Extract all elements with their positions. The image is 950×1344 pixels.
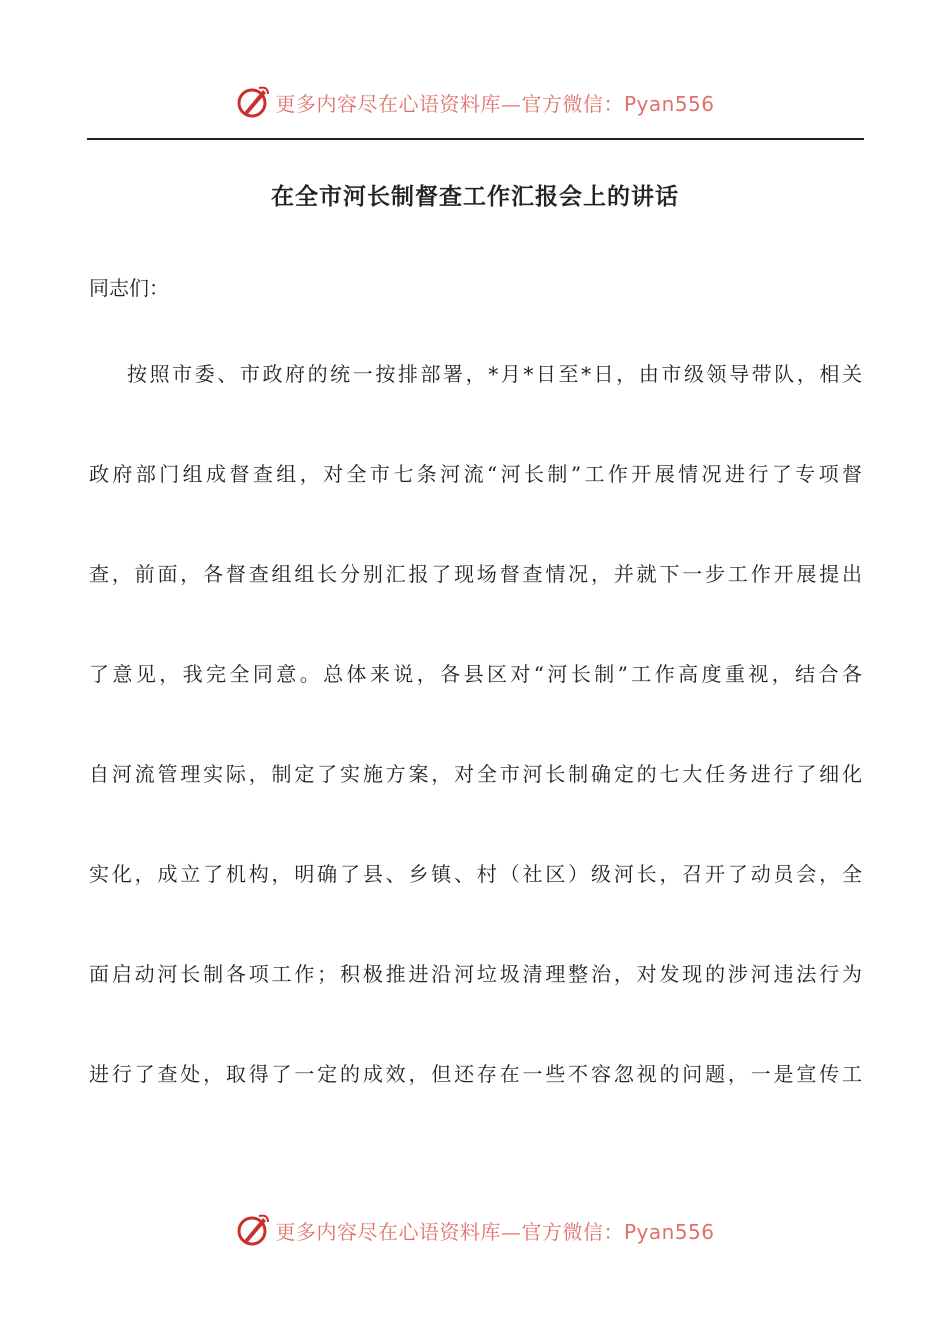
paragraph-line: 面启动河长制各项工作；积极推进沿河垃圾清理整治，对发现的涉河违法行为 (89, 962, 862, 986)
header-banner-text: 更多内容尽在心语资料库—官方微信：Pyan556 (275, 91, 715, 116)
header-divider (87, 138, 864, 140)
header-banner (0, 82, 950, 122)
document-title: 在全市河长制督查工作汇报会上的讲话 (271, 184, 679, 210)
quill-pen-logo-icon (235, 84, 271, 120)
quill-pen-logo-icon (235, 1212, 271, 1248)
paragraph-line: 了意见，我完全同意。总体来说，各县区对“河长制”工作高度重视，结合各 (89, 662, 862, 686)
paragraph-line: 查，前面，各督查组组长分别汇报了现场督查情况，并就下一步工作开展提出 (89, 562, 862, 586)
paragraph-line: 按照市委、市政府的统一按排部署，*月*日至*日，由市级领导带队，相关 (127, 362, 862, 386)
footer-banner-text: 更多内容尽在心语资料库—官方微信：Pyan556 (275, 1219, 715, 1244)
paragraph-line: 政府部门组成督查组，对全市七条河流“河长制”工作开展情况进行了专项督 (89, 462, 862, 486)
paragraph-line: 自河流管理实际，制定了实施方案，对全市河长制确定的七大任务进行了细化 (89, 762, 862, 786)
paragraph-line: 进行了查处，取得了一定的成效，但还存在一些不容忽视的问题，一是宣传工 (89, 1062, 862, 1086)
paragraph-line: 实化，成立了机构，明确了县、乡镇、村（社区）级河长，召开了动员会，全 (89, 862, 862, 886)
body-paragraph (89, 352, 862, 1152)
salutation: 同志们： (89, 276, 169, 300)
footer-banner (0, 1210, 950, 1250)
